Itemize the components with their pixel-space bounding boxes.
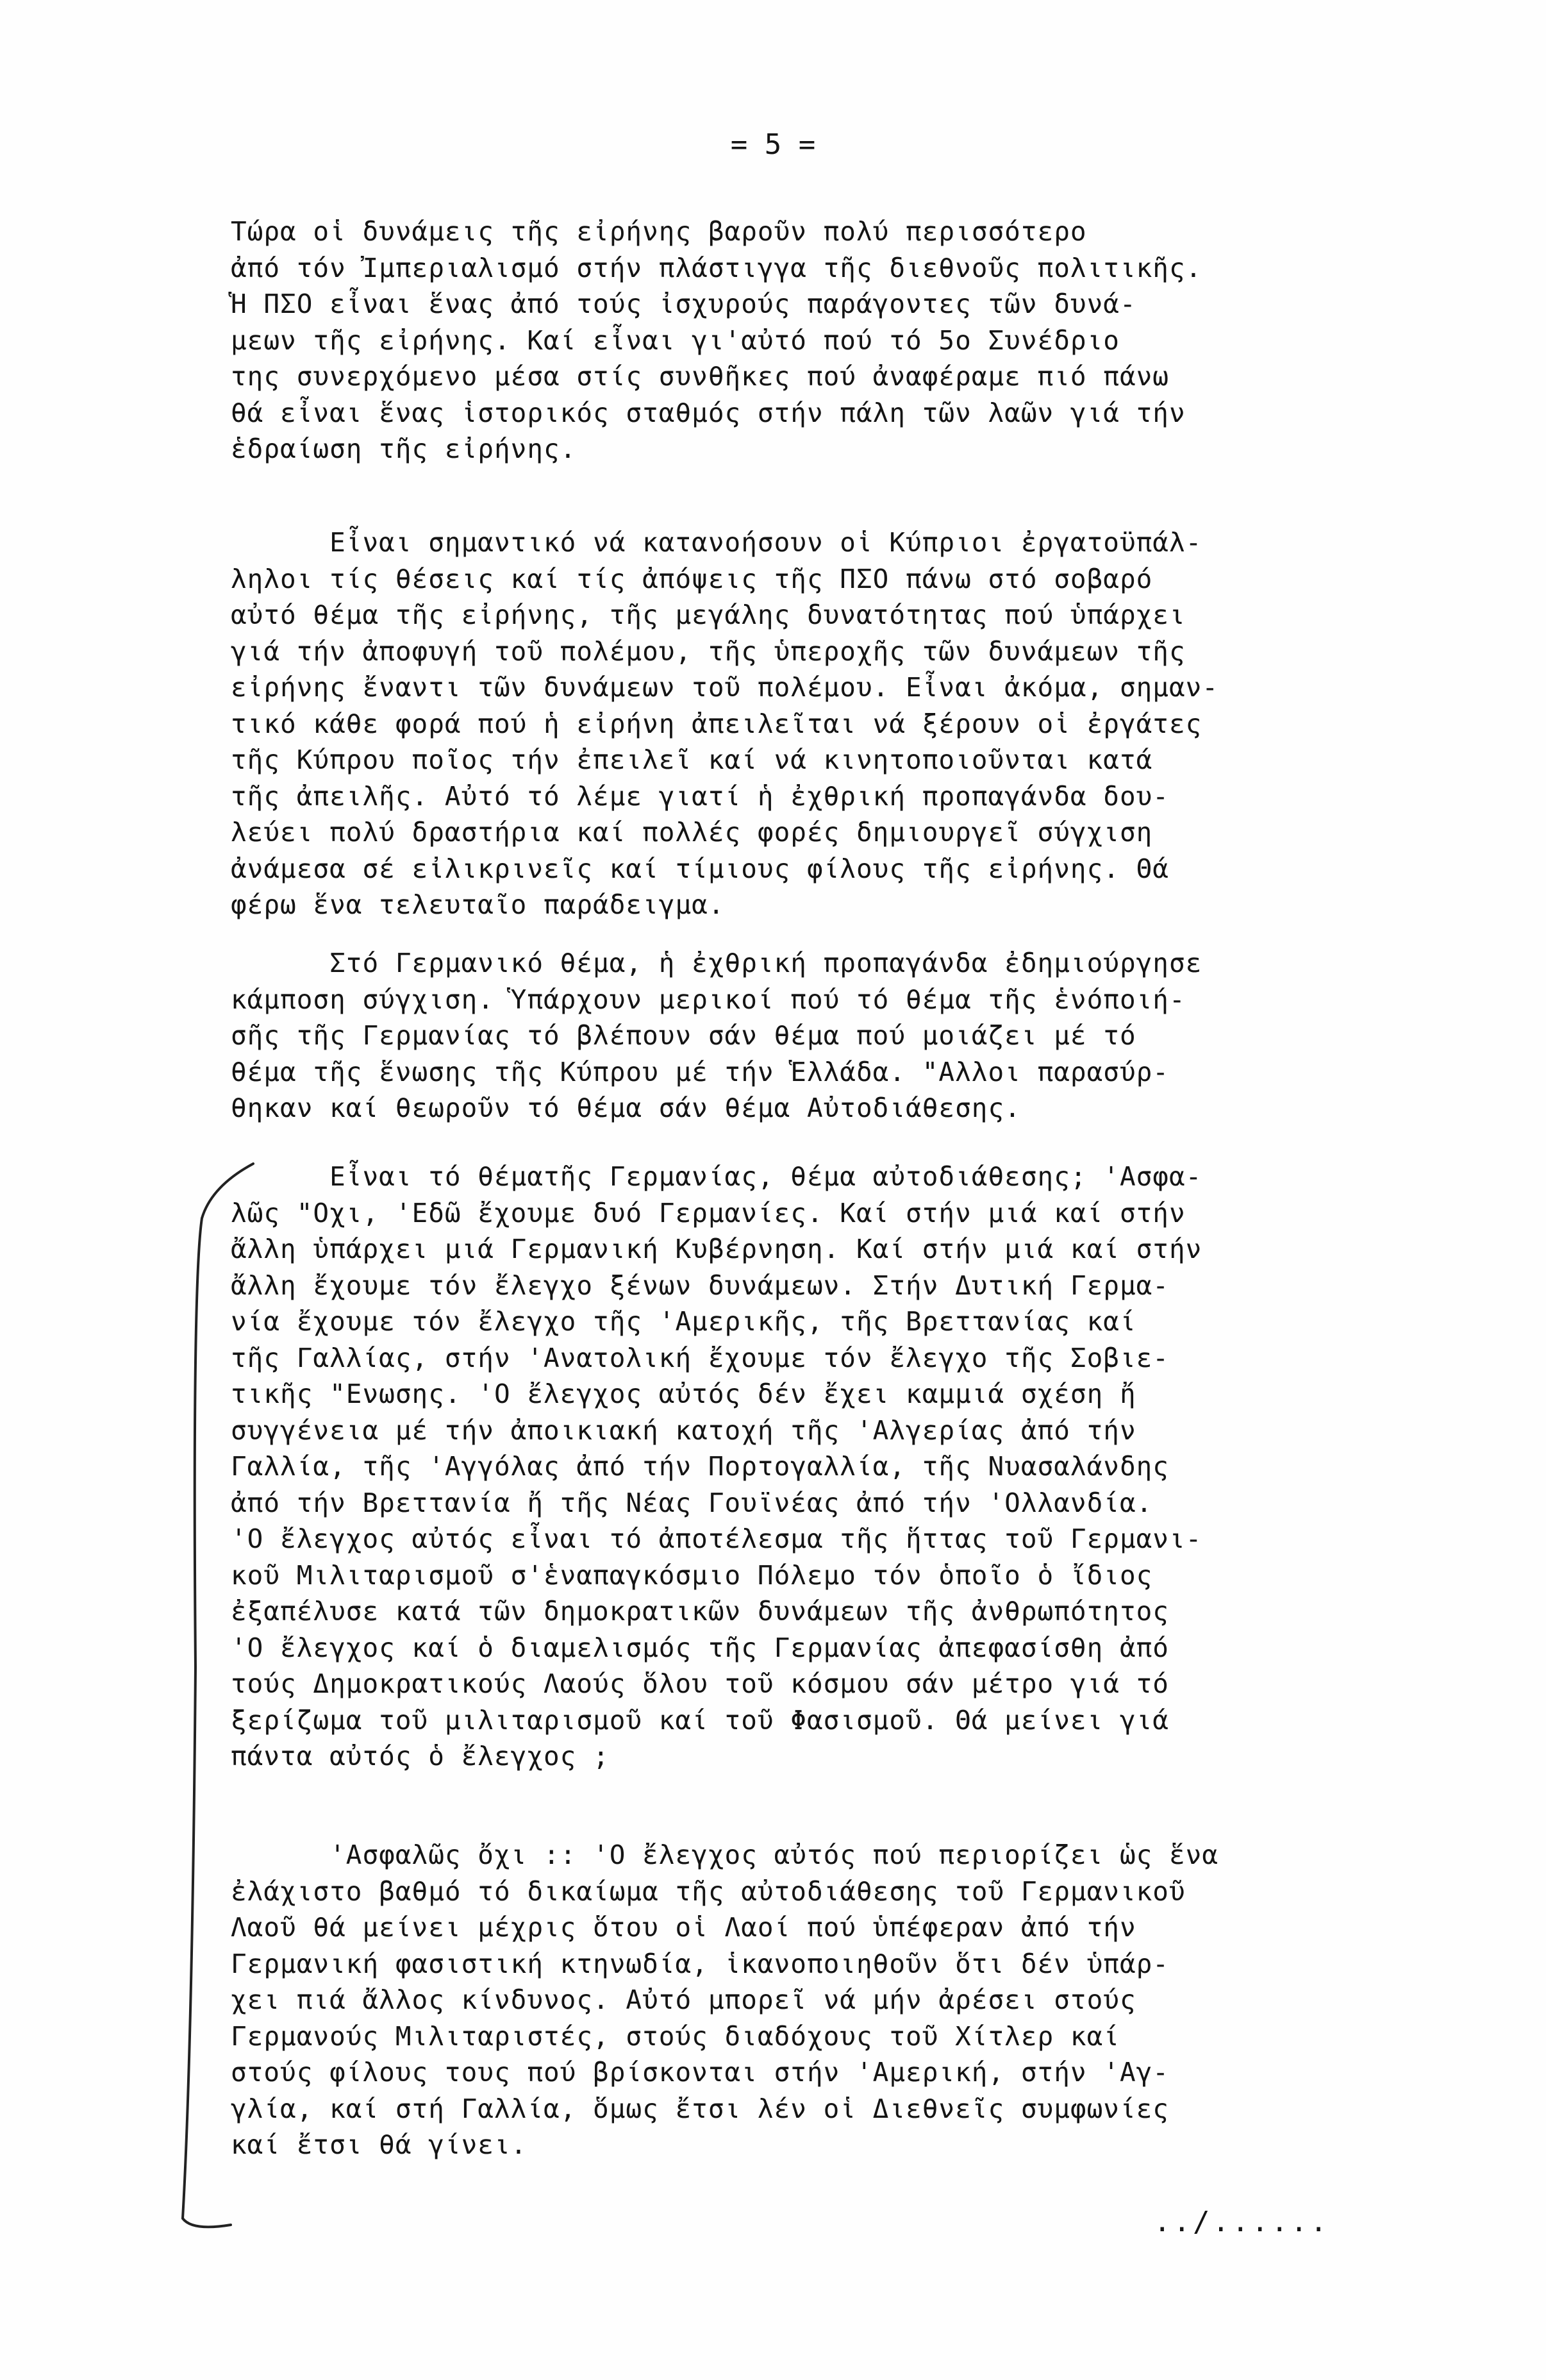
text-line: 'Ο ἔλεγχος καί ὁ διαμελισμός τῆς Γερμανίας ἀπεφασίσθη ἀπό — [231, 1632, 1169, 1663]
text-line: ἀπό τήν Βρεττανία ἤ τῆς Νέας Γουϊνέας ἀπό τήν 'Ολλανδία. — [231, 1487, 1153, 1518]
text-line: στούς φίλους τους πού βρίσκονται στήν 'Αμερική, στήν 'Αγ- — [231, 2057, 1169, 2088]
text-line: φέρω ἕνα τελευταῖο παράδειγμα. — [231, 889, 725, 920]
text-line: ἐλάχιστο βαθμό τό δικαίωμα τῆς αὐτοδιάθεσης τοῦ Γερμανικοῦ — [231, 1875, 1186, 1907]
paragraph-cypriot-workers — [231, 524, 1404, 923]
text-line: τικό κάθε φορά πού ἡ εἰρήνη ἀπειλεῖται νά ξέρουν οἱ ἐργάτες — [231, 708, 1202, 739]
text-line: τικῆς "Ενωσης. 'Ο ἔλεγχος αὐτός δέν ἔχει καμμιά σχέση ἤ — [231, 1379, 1136, 1409]
text-line: καί ἔτσι θά γίνει. — [231, 2129, 528, 2160]
text-line: πάντα αὐτός ὁ ἔλεγχος ; — [231, 1741, 610, 1772]
text-line: Γαλλία, τῆς 'Αγγόλας ἀπό τήν Πορτογαλλία, τῆς Νυασαλάνδης — [231, 1451, 1169, 1482]
text-line: λεύει πολύ δραστήρια καί πολλές φορές δημιουργεῖ σύγχιση — [231, 817, 1153, 848]
text-line: Γερμανική φασιστική κτηνωδία, ἱκανοποιηθοῦν ὅτι δέν ὑπάρ- — [231, 1948, 1169, 1979]
paragraph-peace-forces — [231, 214, 1404, 467]
text-line: Λαοῦ θά μείνει μέχρις ὅτου οἱ Λαοί πού ὑπέφεραν ἀπό τήν — [231, 1912, 1136, 1943]
text-line: Εἶναι τό θέματῆς Γερμανίας, θέμα αὐτοδιάθεσης; 'Ασφα- — [231, 1161, 1202, 1192]
text-line: σῆς τῆς Γερμανίας τό βλέπουν σάν θέμα πού μοιάζει μέ τό — [231, 1020, 1136, 1051]
text-line: θά εἶναι ἕνας ἱστορικός σταθμός στήν πάλη τῶν λαῶν γιά τήν — [231, 397, 1186, 428]
text-line: ἄλλη ὑπάρχει μιά Γερμανική Κυβέρνηση. Καί στήν μιά καί στήν — [231, 1234, 1202, 1264]
text-line: της συνερχόμενο μέσα στίς συνθῆκες πού ἀναφέραμε πιό πάνω — [231, 361, 1169, 392]
text-line: ἀνάμεσα σέ εἰλικρινεῖς καί τίμιους φίλους τῆς εἰρήνης. Θά — [231, 853, 1169, 884]
text-line: κοῦ Μιλιταρισμοῦ σ'ἑναπαγκόσμιο Πόλεμο τόν ὁποῖο ὁ ἴδιος — [231, 1559, 1153, 1591]
text-line: ἄλλη ἔχουμε τόν ἔλεγχο ξένων δυνάμεων. Στήν Δυτική Γερμα- — [231, 1270, 1169, 1301]
text-line: λῶς "Οχι, 'Εδῶ ἔχουμε δυό Γερμανίες. Καί στήν μιά καί στήν — [231, 1197, 1186, 1228]
paragraph-self-determination — [231, 1159, 1404, 1775]
text-line: εἰρήνης ἔναντι τῶν δυνάμεων τοῦ πολέμου. Εἶναι ἀκόμα, σημαν- — [231, 672, 1219, 703]
text-line: 'Ασφαλῶς ὄχι :: 'Ο ἔλεγχος αὐτός πού περιορίζει ὡς ἕνα — [231, 1839, 1219, 1870]
text-line: ἀπό τόν Ἰμπεριαλισμό στήν πλάστιγγα τῆς διεθνοῦς πολιτικῆς. — [231, 252, 1202, 283]
text-line: μεων τῆς εἰρήνης. Καί εἶναι γι'αὐτό πού τό 5ο Συνέδριο — [231, 324, 1120, 356]
text-line: Γερμανούς Μιλιταριστές, στούς διαδόχους τοῦ Χίτλερ καί — [231, 2020, 1120, 2052]
text-line: αὐτό θέμα τῆς εἰρήνης, τῆς μεγάλης δυνατότητας πού ὑπάρχει — [231, 599, 1186, 630]
text-line: ἑδραίωση τῆς εἰρήνης. — [231, 433, 577, 464]
text-line: 'Ο ἔλεγχος αὐτός εἶναι τό ἀποτέλεσμα τῆς ἥττας τοῦ Γερμανι- — [231, 1523, 1202, 1554]
text-line: χει πιά ἄλλος κίνδυνος. Αὐτό μπορεῖ νά μήν ἀρέσει στούς — [231, 1984, 1136, 2015]
paragraph-surely-not — [231, 1837, 1404, 2163]
text-line: συγγένεια μέ τήν ἀποικιακή κατοχή τῆς 'Αλγερίας ἀπό τήν — [231, 1414, 1136, 1446]
text-line: Εἶναι σημαντικό νά κατανοήσουν οἱ Κύπριοι ἐργατοϋπάλ- — [231, 527, 1202, 558]
text-line: θηκαν καί θεωροῦν τό θέμα σάν θέμα Αὐτοδιάθεσης. — [231, 1093, 1021, 1123]
text-line: κάμποση σύγχιση. Ὑπάρχουν μερικοί πού τό θέμα τῆς ἑνόποιή- — [231, 984, 1186, 1015]
page-number: = 5 = — [730, 128, 816, 161]
text-line: θέμα τῆς ἕνωσης τῆς Κύπρου μέ τήν Ἑλλάδα. "Αλλοι παρασύρ- — [231, 1056, 1169, 1087]
text-line: τῆς Κύπρου ποῖος τήν ἐπειλεῖ καί νά κινητοποιοῦνται κατά — [231, 744, 1153, 775]
text-line: τούς Δημοκρατικούς Λαούς ὅλου τοῦ κόσμου σάν μέτρο γιά τό — [231, 1668, 1169, 1699]
text-line: ἐξαπέλυσε κατά τῶν δημοκρατικῶν δυνάμεων τῆς ἀνθρωπότητος — [231, 1596, 1169, 1627]
text-line: νία ἔχουμε τόν ἔλεγχο τῆς 'Αμερικῆς, τῆς Βρεττανίας καί — [231, 1306, 1136, 1337]
text-line: Τώρα οἱ δυνάμεις τῆς εἰρήνης βαροῦν πολύ περισσότερο — [231, 216, 1087, 247]
text-line: γιά τήν ἀποφυγή τοῦ πολέμου, τῆς ὑπεροχῆς τῶν δυνάμεων τῆς — [231, 635, 1186, 667]
text-line: Στό Γερμανικό θέμα, ἡ ἐχθρική προπαγάνδα ἐδημιούργησε — [231, 948, 1202, 978]
text-line: τῆς ἀπειλῆς. Αὐτό τό λέμε γιατί ἡ ἐχθρική προπαγάνδα δου- — [231, 780, 1169, 812]
text-line: ξερίζωμα τοῦ μιλιταρισμοῦ καί τοῦ Φασισμοῦ. Θά μείνει γιά — [231, 1704, 1169, 1736]
continuation-mark: ../...... — [1154, 2206, 1330, 2238]
text-line: ληλοι τίς θέσεις καί τίς ἀπόψεις τῆς ΠΣΟ πάνω στό σοβαρό — [231, 563, 1153, 594]
text-line: γλία, καί στή Γαλλία, ὅμως ἔτσι λέν οἱ Διεθνεῖς συμφωνίες — [231, 2093, 1169, 2124]
text-line: τῆς Γαλλίας, στήν 'Ανατολική ἔχουμε τόν ἔλεγχο τῆς Σοβιε- — [231, 1342, 1169, 1373]
text-line: Ἡ ΠΣΟ εἶναι ἕνας ἀπό τούς ἰσχυρούς παράγοντες τῶν δυνά- — [231, 289, 1136, 319]
paragraph-german-question — [231, 945, 1404, 1127]
